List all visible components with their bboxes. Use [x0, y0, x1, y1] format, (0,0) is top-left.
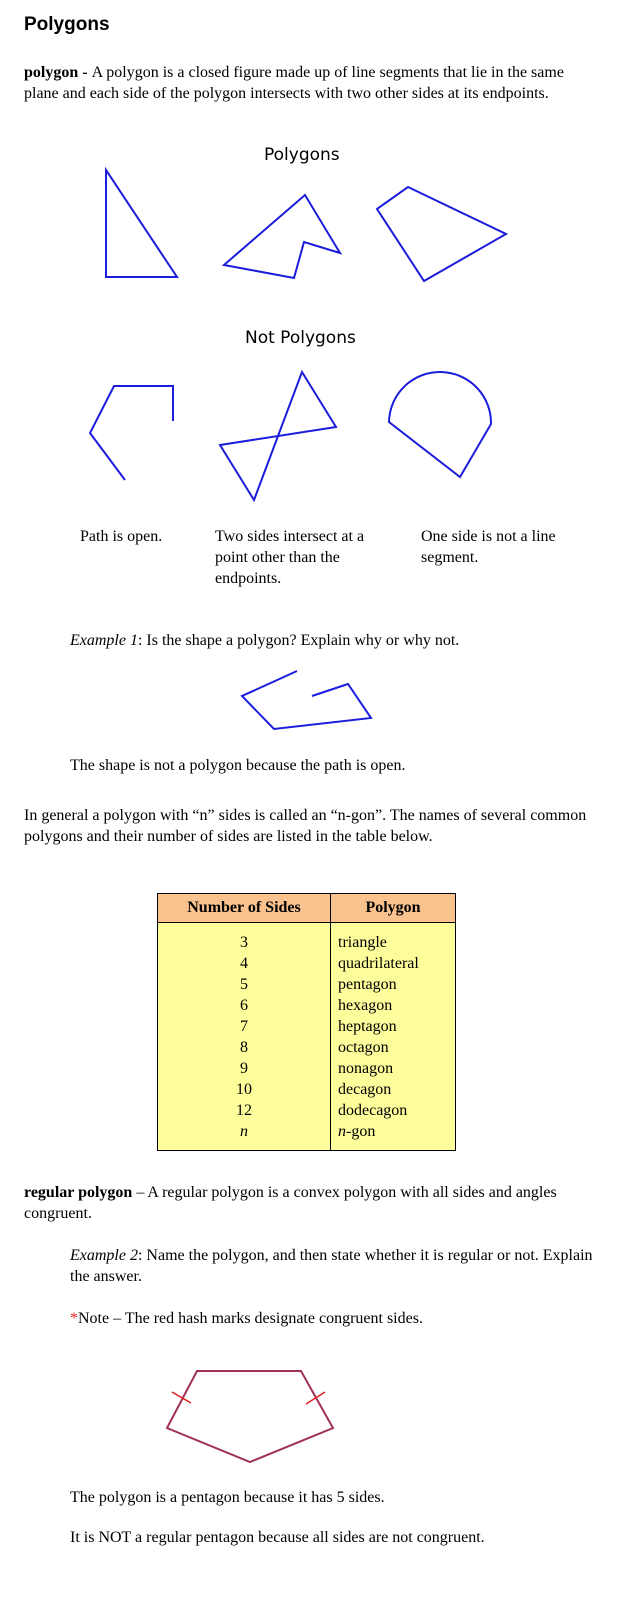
example2-note	[70, 1308, 600, 1329]
regular-polygon-definition	[24, 1182, 599, 1224]
polygon-triangle	[106, 170, 177, 277]
sides-column	[158, 923, 331, 1151]
header-polygon: Polygon	[331, 894, 456, 923]
header-number-of-sides: Number of Sides	[158, 894, 331, 923]
table-cell: octagon	[338, 1039, 389, 1056]
example1-question	[70, 630, 610, 651]
example2-pentagon	[167, 1371, 333, 1462]
table-cell: 10	[236, 1081, 252, 1098]
example2-answer-1: The polygon is a pentagon because it has 5 sides.	[70, 1489, 385, 1506]
table-cell: 9	[240, 1060, 248, 1077]
note-text: Note – The red hash marks designate congruent sides.	[78, 1310, 423, 1327]
polygons-heading: Polygons	[264, 145, 340, 165]
table-cell: 7	[240, 1018, 248, 1035]
page-title: Polygons	[24, 14, 110, 35]
polygon-column	[331, 923, 456, 1151]
table-cell	[338, 1121, 455, 1142]
ngon-italic-n: n	[338, 1123, 346, 1140]
hash-mark-right	[306, 1392, 325, 1404]
table-cell: pentagon	[338, 976, 397, 993]
ngon-intro: In general a polygon with “n” sides is called an “n-gon”. The names of several common polygons and their number of sides are listed in the table below.	[24, 807, 587, 845]
table-cell: triangle	[338, 934, 387, 951]
example2-answer-2: It is NOT a regular pentagon because all sides are not congruent.	[70, 1529, 485, 1546]
not-polygons-heading: Not Polygons	[245, 328, 356, 348]
not-polygon-arc-shape	[389, 372, 491, 477]
caption-not-segment: One side is not a line segment.	[421, 528, 556, 566]
not-polygon-bowtie	[220, 372, 336, 500]
table-header-row	[158, 894, 456, 923]
ngon-suffix: -gon	[346, 1123, 376, 1140]
polygon-definition-text: A polygon is a closed figure made up of line segments that lie in the same plane and each side of the polygon intersects with two other sides at its endpoints.	[24, 64, 564, 102]
table-cell: 8	[240, 1039, 248, 1056]
example1-label: Example 1	[70, 632, 138, 649]
table-cell: quadrilateral	[338, 955, 419, 972]
table-cell: hexagon	[338, 997, 393, 1014]
table-cell: 5	[240, 976, 248, 993]
regular-polygon-term: regular polygon	[24, 1184, 133, 1201]
example2-question	[70, 1245, 600, 1287]
polygon-names-table	[157, 893, 456, 1151]
table-cell: 12	[236, 1102, 252, 1119]
caption-open-path: Path is open.	[80, 528, 163, 545]
example1-answer: The shape is not a polygon because the path is open.	[70, 757, 406, 774]
table-cell: heptagon	[338, 1018, 397, 1035]
table-cell: nonagon	[338, 1060, 394, 1077]
table-cell: 4	[240, 955, 248, 972]
example2-question-text: : Name the polygon, and then state whether it is regular or not. Explain the answer.	[70, 1247, 593, 1285]
table-body-row	[158, 923, 456, 1151]
example1-open-shape	[242, 671, 371, 729]
polygon-concave-quad	[224, 195, 340, 278]
table-cell: dodecagon	[338, 1102, 408, 1119]
example1-question-text: : Is the shape a polygon? Explain why or why not.	[137, 632, 460, 649]
polygon-term: polygon -	[24, 64, 92, 81]
table-cell: 6	[240, 997, 248, 1014]
table-cell: n	[240, 1123, 248, 1140]
note-asterisk: *	[70, 1310, 78, 1327]
table-cell: 3	[240, 934, 248, 951]
caption-intersect: Two sides intersect at a point other than the endpoints.	[215, 528, 365, 587]
not-polygon-open-path	[90, 386, 173, 480]
table-cell: decagon	[338, 1081, 392, 1098]
example2-label: Example 2	[70, 1247, 138, 1264]
regular-polygon-text: – A regular polygon is a convex polygon with all sides and angles congruent.	[24, 1184, 557, 1222]
polygon-quadrilateral	[377, 187, 506, 281]
